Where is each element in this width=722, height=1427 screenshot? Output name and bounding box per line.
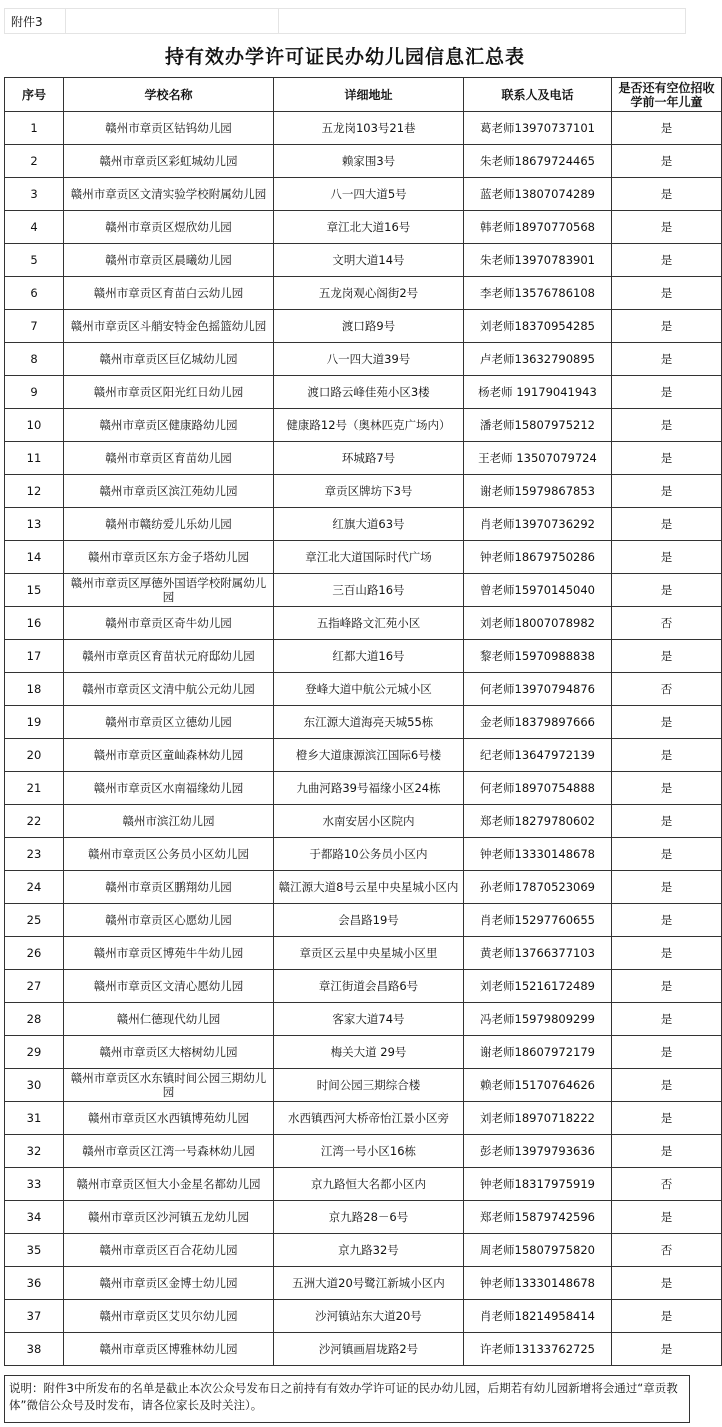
vacancy-status: 是 — [612, 442, 722, 475]
row-index: 1 — [5, 112, 64, 145]
vacancy-status: 是 — [612, 1135, 722, 1168]
table-row — [5, 706, 722, 739]
table-body — [5, 112, 722, 1366]
row-index: 21 — [5, 772, 64, 805]
row-index: 18 — [5, 673, 64, 706]
address: 三百山路16号 — [274, 574, 464, 607]
school-name: 赣州市章贡区健康路幼儿园 — [64, 409, 274, 442]
school-name: 赣州市章贡区江湾一号森林幼儿园 — [64, 1135, 274, 1168]
row-index: 14 — [5, 541, 64, 574]
vacancy-status: 否 — [612, 1234, 722, 1267]
contact: 周老师15807975820 — [464, 1234, 612, 1267]
table-row — [5, 178, 722, 211]
address: 沙河镇站东大道20号 — [274, 1300, 464, 1333]
table-row — [5, 607, 722, 640]
contact: 冯老师15979809299 — [464, 1003, 612, 1036]
school-name: 赣州市章贡区金博士幼儿园 — [64, 1267, 274, 1300]
attachment-label-row — [4, 8, 686, 34]
row-index: 33 — [5, 1168, 64, 1201]
contact: 刘老师18370954285 — [464, 310, 612, 343]
school-name: 赣州市章贡区东方金子塔幼儿园 — [64, 541, 274, 574]
vacancy-status: 是 — [612, 1300, 722, 1333]
address: 五龙岗103号21巷 — [274, 112, 464, 145]
table-row — [5, 805, 722, 838]
vacancy-status: 是 — [612, 772, 722, 805]
document-title: 持有效办学许可证民办幼儿园信息汇总表 — [164, 46, 525, 68]
table-row — [5, 1036, 722, 1069]
header-address: 详细地址 — [274, 78, 464, 112]
school-name: 赣州市章贡区童屾森林幼儿园 — [64, 739, 274, 772]
contact: 钟老师13330148678 — [464, 838, 612, 871]
row-index: 9 — [5, 376, 64, 409]
row-index: 31 — [5, 1102, 64, 1135]
contact: 孙老师17870523069 — [464, 871, 612, 904]
school-name: 赣州市章贡区晨曦幼儿园 — [64, 244, 274, 277]
row-index: 22 — [5, 805, 64, 838]
contact: 肖老师18214958414 — [464, 1300, 612, 1333]
contact: 刘老师18007078982 — [464, 607, 612, 640]
table-row — [5, 211, 722, 244]
table-row — [5, 343, 722, 376]
table-row — [5, 541, 722, 574]
address: 章江街道会昌路6号 — [274, 970, 464, 1003]
school-name: 赣州市章贡区百合花幼儿园 — [64, 1234, 274, 1267]
row-index: 2 — [5, 145, 64, 178]
contact: 刘老师18970718222 — [464, 1102, 612, 1135]
contact: 黎老师15970988838 — [464, 640, 612, 673]
school-name: 赣州市章贡区斗艄安特金色摇篮幼儿园 — [64, 310, 274, 343]
address: 于都路10公务员小区内 — [274, 838, 464, 871]
table-row — [5, 244, 722, 277]
address: 渡口路云峰佳苑小区3楼 — [274, 376, 464, 409]
vacancy-status: 是 — [612, 871, 722, 904]
row-index: 6 — [5, 277, 64, 310]
table-row — [5, 1201, 722, 1234]
address: 橙乡大道康源滨江国际6号楼 — [274, 739, 464, 772]
address: 章江北大道16号 — [274, 211, 464, 244]
school-name: 赣州市章贡区文清中航公元幼儿园 — [64, 673, 274, 706]
table-row — [5, 1267, 722, 1300]
table-row — [5, 937, 722, 970]
contact: 李老师13576786108 — [464, 277, 612, 310]
table-row — [5, 376, 722, 409]
vacancy-status: 是 — [612, 112, 722, 145]
address: 赣江源大道8号云星中央星城小区内 — [274, 871, 464, 904]
contact: 刘老师15216172489 — [464, 970, 612, 1003]
row-index: 8 — [5, 343, 64, 376]
school-name: 赣州市章贡区育苗状元府邸幼儿园 — [64, 640, 274, 673]
contact: 谢老师18607972179 — [464, 1036, 612, 1069]
row-index: 27 — [5, 970, 64, 1003]
table-row — [5, 904, 722, 937]
table-row — [5, 838, 722, 871]
school-name: 赣州市章贡区艾贝尔幼儿园 — [64, 1300, 274, 1333]
row-index: 12 — [5, 475, 64, 508]
address: 登峰大道中航公元城小区 — [274, 673, 464, 706]
address: 健康路12号（奥林匹克广场内） — [274, 409, 464, 442]
school-name: 赣州市滨江幼儿园 — [64, 805, 274, 838]
address: 赖家围3号 — [274, 145, 464, 178]
table-row — [5, 1003, 722, 1036]
row-index: 37 — [5, 1300, 64, 1333]
contact: 郑老师15879742596 — [464, 1201, 612, 1234]
vacancy-status: 是 — [612, 1333, 722, 1366]
vacancy-status: 是 — [612, 838, 722, 871]
table-row — [5, 1333, 722, 1366]
table-row — [5, 970, 722, 1003]
vacancy-status: 是 — [612, 508, 722, 541]
contact: 何老师18970754888 — [464, 772, 612, 805]
vacancy-status: 是 — [612, 211, 722, 244]
school-name: 赣州市章贡区钴钨幼儿园 — [64, 112, 274, 145]
address: 京九路28－6号 — [274, 1201, 464, 1234]
table-row — [5, 145, 722, 178]
footnote: 说明：附件3中所发布的名单是截止本次公众号发布日之前持有有效办学许可证的民办幼儿园，后期若有幼儿园新增将会通过“章贡教体”微信公众号及时发布，请各位家长及时关注）。 — [4, 1375, 690, 1423]
address: 水西镇西河大桥帝怡江景小区旁 — [274, 1102, 464, 1135]
school-name: 赣州市章贡区沙河镇五龙幼儿园 — [64, 1201, 274, 1234]
contact: 谢老师15979867853 — [464, 475, 612, 508]
vacancy-status: 是 — [612, 706, 722, 739]
row-index: 23 — [5, 838, 64, 871]
row-index: 35 — [5, 1234, 64, 1267]
address: 章江北大道国际时代广场 — [274, 541, 464, 574]
row-index: 26 — [5, 937, 64, 970]
address: 东江源大道海亮天城55栋 — [274, 706, 464, 739]
address: 八一四大道39号 — [274, 343, 464, 376]
table-header-row — [5, 78, 722, 112]
address: 客家大道74号 — [274, 1003, 464, 1036]
kindergarten-table — [4, 77, 722, 1366]
contact: 彭老师13979793636 — [464, 1135, 612, 1168]
table-row — [5, 508, 722, 541]
vacancy-status: 是 — [612, 310, 722, 343]
address: 章贡区牌坊下3号 — [274, 475, 464, 508]
vacancy-status: 是 — [612, 1069, 722, 1102]
row-index: 20 — [5, 739, 64, 772]
header-index: 序号 — [5, 78, 64, 112]
school-name: 赣州市章贡区博雅林幼儿园 — [64, 1333, 274, 1366]
vacancy-status: 是 — [612, 904, 722, 937]
address: 江湾一号小区16栋 — [274, 1135, 464, 1168]
contact: 黄老师13766377103 — [464, 937, 612, 970]
contact: 许老师13133762725 — [464, 1333, 612, 1366]
row-index: 29 — [5, 1036, 64, 1069]
vacancy-status: 是 — [612, 805, 722, 838]
vacancy-status: 否 — [612, 673, 722, 706]
row-index: 30 — [5, 1069, 64, 1102]
address: 九曲河路39号福缘小区24栋 — [274, 772, 464, 805]
address: 渡口路9号 — [274, 310, 464, 343]
header-vacancy: 是否还有空位招收学前一年儿童 — [612, 78, 722, 112]
school-name: 赣州市章贡区文清心愿幼儿园 — [64, 970, 274, 1003]
row-index: 32 — [5, 1135, 64, 1168]
table-row — [5, 871, 722, 904]
school-name: 赣州市章贡区恒大小金星名都幼儿园 — [64, 1168, 274, 1201]
address: 红旗大道63号 — [274, 508, 464, 541]
table-row — [5, 310, 722, 343]
address: 时间公园三期综合楼 — [274, 1069, 464, 1102]
vacancy-status: 是 — [612, 574, 722, 607]
address: 五龙岗观心阁街2号 — [274, 277, 464, 310]
row-index: 10 — [5, 409, 64, 442]
table-row — [5, 475, 722, 508]
table-row — [5, 1168, 722, 1201]
contact: 杨老师 19179041943 — [464, 376, 612, 409]
contact: 韩老师18970770568 — [464, 211, 612, 244]
contact: 蓝老师13807074289 — [464, 178, 612, 211]
row-index: 17 — [5, 640, 64, 673]
vacancy-status: 是 — [612, 1102, 722, 1135]
row-index: 5 — [5, 244, 64, 277]
table-row — [5, 112, 722, 145]
contact: 葛老师13970737101 — [464, 112, 612, 145]
table-row — [5, 1069, 722, 1102]
address: 梅关大道 29号 — [274, 1036, 464, 1069]
row-index: 36 — [5, 1267, 64, 1300]
address: 会昌路19号 — [274, 904, 464, 937]
school-name: 赣州市赣纺爱儿乐幼儿园 — [64, 508, 274, 541]
address: 八一四大道5号 — [274, 178, 464, 211]
address: 文明大道14号 — [274, 244, 464, 277]
header-school: 学校名称 — [64, 78, 274, 112]
row-index: 4 — [5, 211, 64, 244]
vacancy-status: 是 — [612, 244, 722, 277]
vacancy-status: 是 — [612, 1003, 722, 1036]
vacancy-status: 是 — [612, 475, 722, 508]
address: 红都大道16号 — [274, 640, 464, 673]
table-row — [5, 1300, 722, 1333]
contact: 曾老师15970145040 — [464, 574, 612, 607]
row-index: 7 — [5, 310, 64, 343]
school-name: 赣州市章贡区心愿幼儿园 — [64, 904, 274, 937]
vacancy-status: 是 — [612, 376, 722, 409]
school-name: 赣州市章贡区水南福缘幼儿园 — [64, 772, 274, 805]
vacancy-status: 是 — [612, 145, 722, 178]
vacancy-status: 是 — [612, 409, 722, 442]
school-name: 赣州市章贡区鹏翔幼儿园 — [64, 871, 274, 904]
vacancy-status: 是 — [612, 640, 722, 673]
contact: 潘老师15807975212 — [464, 409, 612, 442]
header-contact: 联系人及电话 — [464, 78, 612, 112]
contact: 王老师 13507079724 — [464, 442, 612, 475]
row-index: 16 — [5, 607, 64, 640]
school-name: 赣州市章贡区彩虹城幼儿园 — [64, 145, 274, 178]
row-index: 11 — [5, 442, 64, 475]
contact: 肖老师13970736292 — [464, 508, 612, 541]
school-name: 赣州市章贡区煜欣幼儿园 — [64, 211, 274, 244]
school-name: 赣州市章贡区立德幼儿园 — [64, 706, 274, 739]
school-name: 赣州市章贡区巨亿城幼儿园 — [64, 343, 274, 376]
table-row — [5, 277, 722, 310]
school-name: 赣州市章贡区育苗白云幼儿园 — [64, 277, 274, 310]
row-index: 3 — [5, 178, 64, 211]
school-name: 赣州市章贡区博苑牛牛幼儿园 — [64, 937, 274, 970]
contact: 卢老师13632790895 — [464, 343, 612, 376]
vacancy-status: 是 — [612, 178, 722, 211]
table-row — [5, 673, 722, 706]
row-index: 15 — [5, 574, 64, 607]
table-row — [5, 1234, 722, 1267]
address: 沙河镇画眉垅路2号 — [274, 1333, 464, 1366]
school-name: 赣州市章贡区厚德外国语学校附属幼儿园 — [64, 574, 274, 607]
school-name: 赣州市章贡区公务员小区幼儿园 — [64, 838, 274, 871]
contact: 钟老师13330148678 — [464, 1267, 612, 1300]
contact: 朱老师13970783901 — [464, 244, 612, 277]
row-index: 28 — [5, 1003, 64, 1036]
contact: 赖老师15170764626 — [464, 1069, 612, 1102]
address: 五洲大道20号鹭江新城小区内 — [274, 1267, 464, 1300]
table-row — [5, 442, 722, 475]
vacancy-status: 是 — [612, 1267, 722, 1300]
address: 环城路7号 — [274, 442, 464, 475]
contact: 郑老师18279780602 — [464, 805, 612, 838]
attachment-label: 附件3 — [5, 9, 66, 34]
vacancy-status: 否 — [612, 1168, 722, 1201]
school-name: 赣州市章贡区滨江苑幼儿园 — [64, 475, 274, 508]
address: 水南安居小区院内 — [274, 805, 464, 838]
table-row — [5, 640, 722, 673]
vacancy-status: 是 — [612, 1036, 722, 1069]
contact: 纪老师13647972139 — [464, 739, 612, 772]
contact: 何老师13970794876 — [464, 673, 612, 706]
address: 京九路32号 — [274, 1234, 464, 1267]
table-row — [5, 739, 722, 772]
school-name: 赣州市章贡区大榕树幼儿园 — [64, 1036, 274, 1069]
row-index: 13 — [5, 508, 64, 541]
vacancy-status: 是 — [612, 970, 722, 1003]
vacancy-status: 是 — [612, 1201, 722, 1234]
address: 章贡区云星中央星城小区里 — [274, 937, 464, 970]
table-row — [5, 409, 722, 442]
contact: 钟老师18679750286 — [464, 541, 612, 574]
row-index: 25 — [5, 904, 64, 937]
table-row — [5, 574, 722, 607]
vacancy-status: 是 — [612, 343, 722, 376]
row-index: 24 — [5, 871, 64, 904]
school-name: 赣州市章贡区文清实验学校附属幼儿园 — [64, 178, 274, 211]
table-row — [5, 772, 722, 805]
school-name: 赣州市章贡区阳光红日幼儿园 — [64, 376, 274, 409]
vacancy-status: 是 — [612, 541, 722, 574]
address: 五指峰路文汇苑小区 — [274, 607, 464, 640]
school-name: 赣州市章贡区水西镇博苑幼儿园 — [64, 1102, 274, 1135]
contact: 肖老师15297760655 — [464, 904, 612, 937]
vacancy-status: 是 — [612, 739, 722, 772]
vacancy-status: 否 — [612, 607, 722, 640]
contact: 钟老师18317975919 — [464, 1168, 612, 1201]
vacancy-status: 是 — [612, 277, 722, 310]
school-name: 赣州市章贡区奇牛幼儿园 — [64, 607, 274, 640]
row-index: 19 — [5, 706, 64, 739]
vacancy-status: 是 — [612, 937, 722, 970]
school-name: 赣州市章贡区育苗幼儿园 — [64, 442, 274, 475]
row-index: 38 — [5, 1333, 64, 1366]
table-row — [5, 1135, 722, 1168]
school-name: 赣州仁德现代幼儿园 — [64, 1003, 274, 1036]
school-name: 赣州市章贡区水东镇时间公园三期幼儿园 — [64, 1069, 274, 1102]
address: 京九路恒大名都小区内 — [274, 1168, 464, 1201]
table-row — [5, 1102, 722, 1135]
contact: 金老师18379897666 — [464, 706, 612, 739]
contact: 朱老师18679724465 — [464, 145, 612, 178]
row-index: 34 — [5, 1201, 64, 1234]
